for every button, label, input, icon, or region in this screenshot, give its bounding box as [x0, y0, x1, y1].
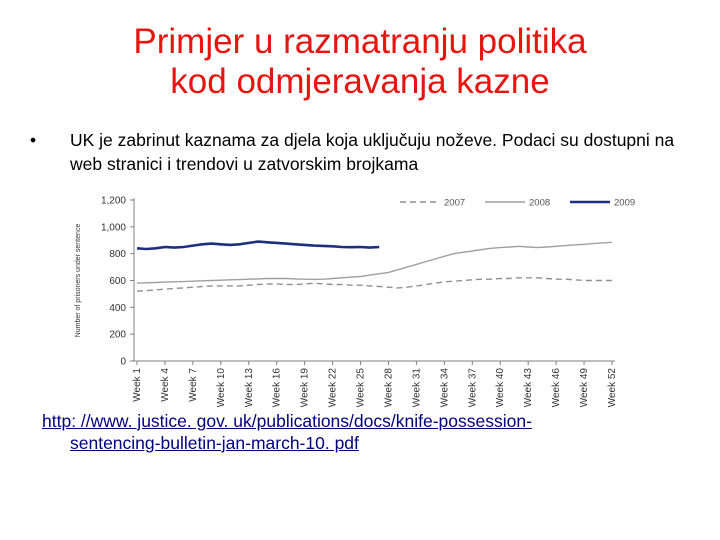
- x-tick-label: Week 19: [299, 368, 311, 408]
- x-tick-label: Week 1: [132, 368, 143, 402]
- x-tick-label: Week 52: [607, 368, 618, 408]
- title-line-2: kod odmjeravanja kazne: [170, 62, 550, 101]
- link-line-2[interactable]: sentencing-bulletin-jan-march-10. pdf: [70, 433, 359, 453]
- y-tick-label: 600: [109, 276, 126, 287]
- legend-label-2009: 2009: [614, 197, 636, 209]
- link-line-1[interactable]: http: //www. justice. gov. uk/publications/docs/knife-possession-: [42, 411, 532, 431]
- y-tick-label: 200: [109, 329, 126, 341]
- y-tick-label: 1,000: [100, 222, 126, 234]
- y-tick-label: 0: [120, 356, 126, 368]
- x-tick-label: Week 43: [523, 368, 535, 408]
- x-tick-label: Week 34: [439, 368, 451, 408]
- series-line-2007: [137, 278, 612, 291]
- x-tick-label: Week 37: [467, 368, 479, 408]
- x-tick-label: Week 4: [159, 368, 171, 402]
- x-tick-label: Week 10: [215, 368, 227, 408]
- y-tick-label: 1,200: [100, 195, 126, 207]
- series-line-2009: [137, 242, 379, 249]
- y-axis-label: Number of prisoners under sentence: [75, 223, 82, 338]
- legend-label-2008: 2008: [529, 197, 551, 209]
- x-tick-label: Week 31: [411, 368, 423, 408]
- x-tick-label: Week 49: [579, 368, 591, 408]
- bullet-icon: •: [30, 130, 37, 150]
- x-tick-label: Week 28: [383, 368, 395, 408]
- y-tick-label: 400: [109, 302, 126, 314]
- x-tick-label: Week 25: [355, 368, 367, 408]
- x-tick-label: Week 7: [187, 368, 199, 402]
- slide-title: [0, 22, 720, 102]
- prisoners-line-chart: [60, 188, 636, 408]
- legend-label-2007: 2007: [444, 197, 466, 209]
- x-tick-label: Week 22: [327, 368, 339, 408]
- y-tick-label: 800: [109, 249, 126, 261]
- source-link[interactable]: [42, 410, 702, 454]
- bullet-point: [30, 128, 690, 176]
- x-tick-label: Week 40: [495, 368, 507, 408]
- bullet-text: UK je zabrinut kaznama za djela koja uključuju noževe. Podaci su dostupni na web stranici i trendovi u zatvorskim brojkama: [70, 130, 675, 174]
- x-tick-label: Week 13: [243, 368, 255, 408]
- x-tick-label: Week 46: [551, 368, 563, 408]
- x-tick-label: Week 16: [271, 368, 283, 408]
- title-line-1: Primjer u razmatranju politika: [133, 22, 587, 61]
